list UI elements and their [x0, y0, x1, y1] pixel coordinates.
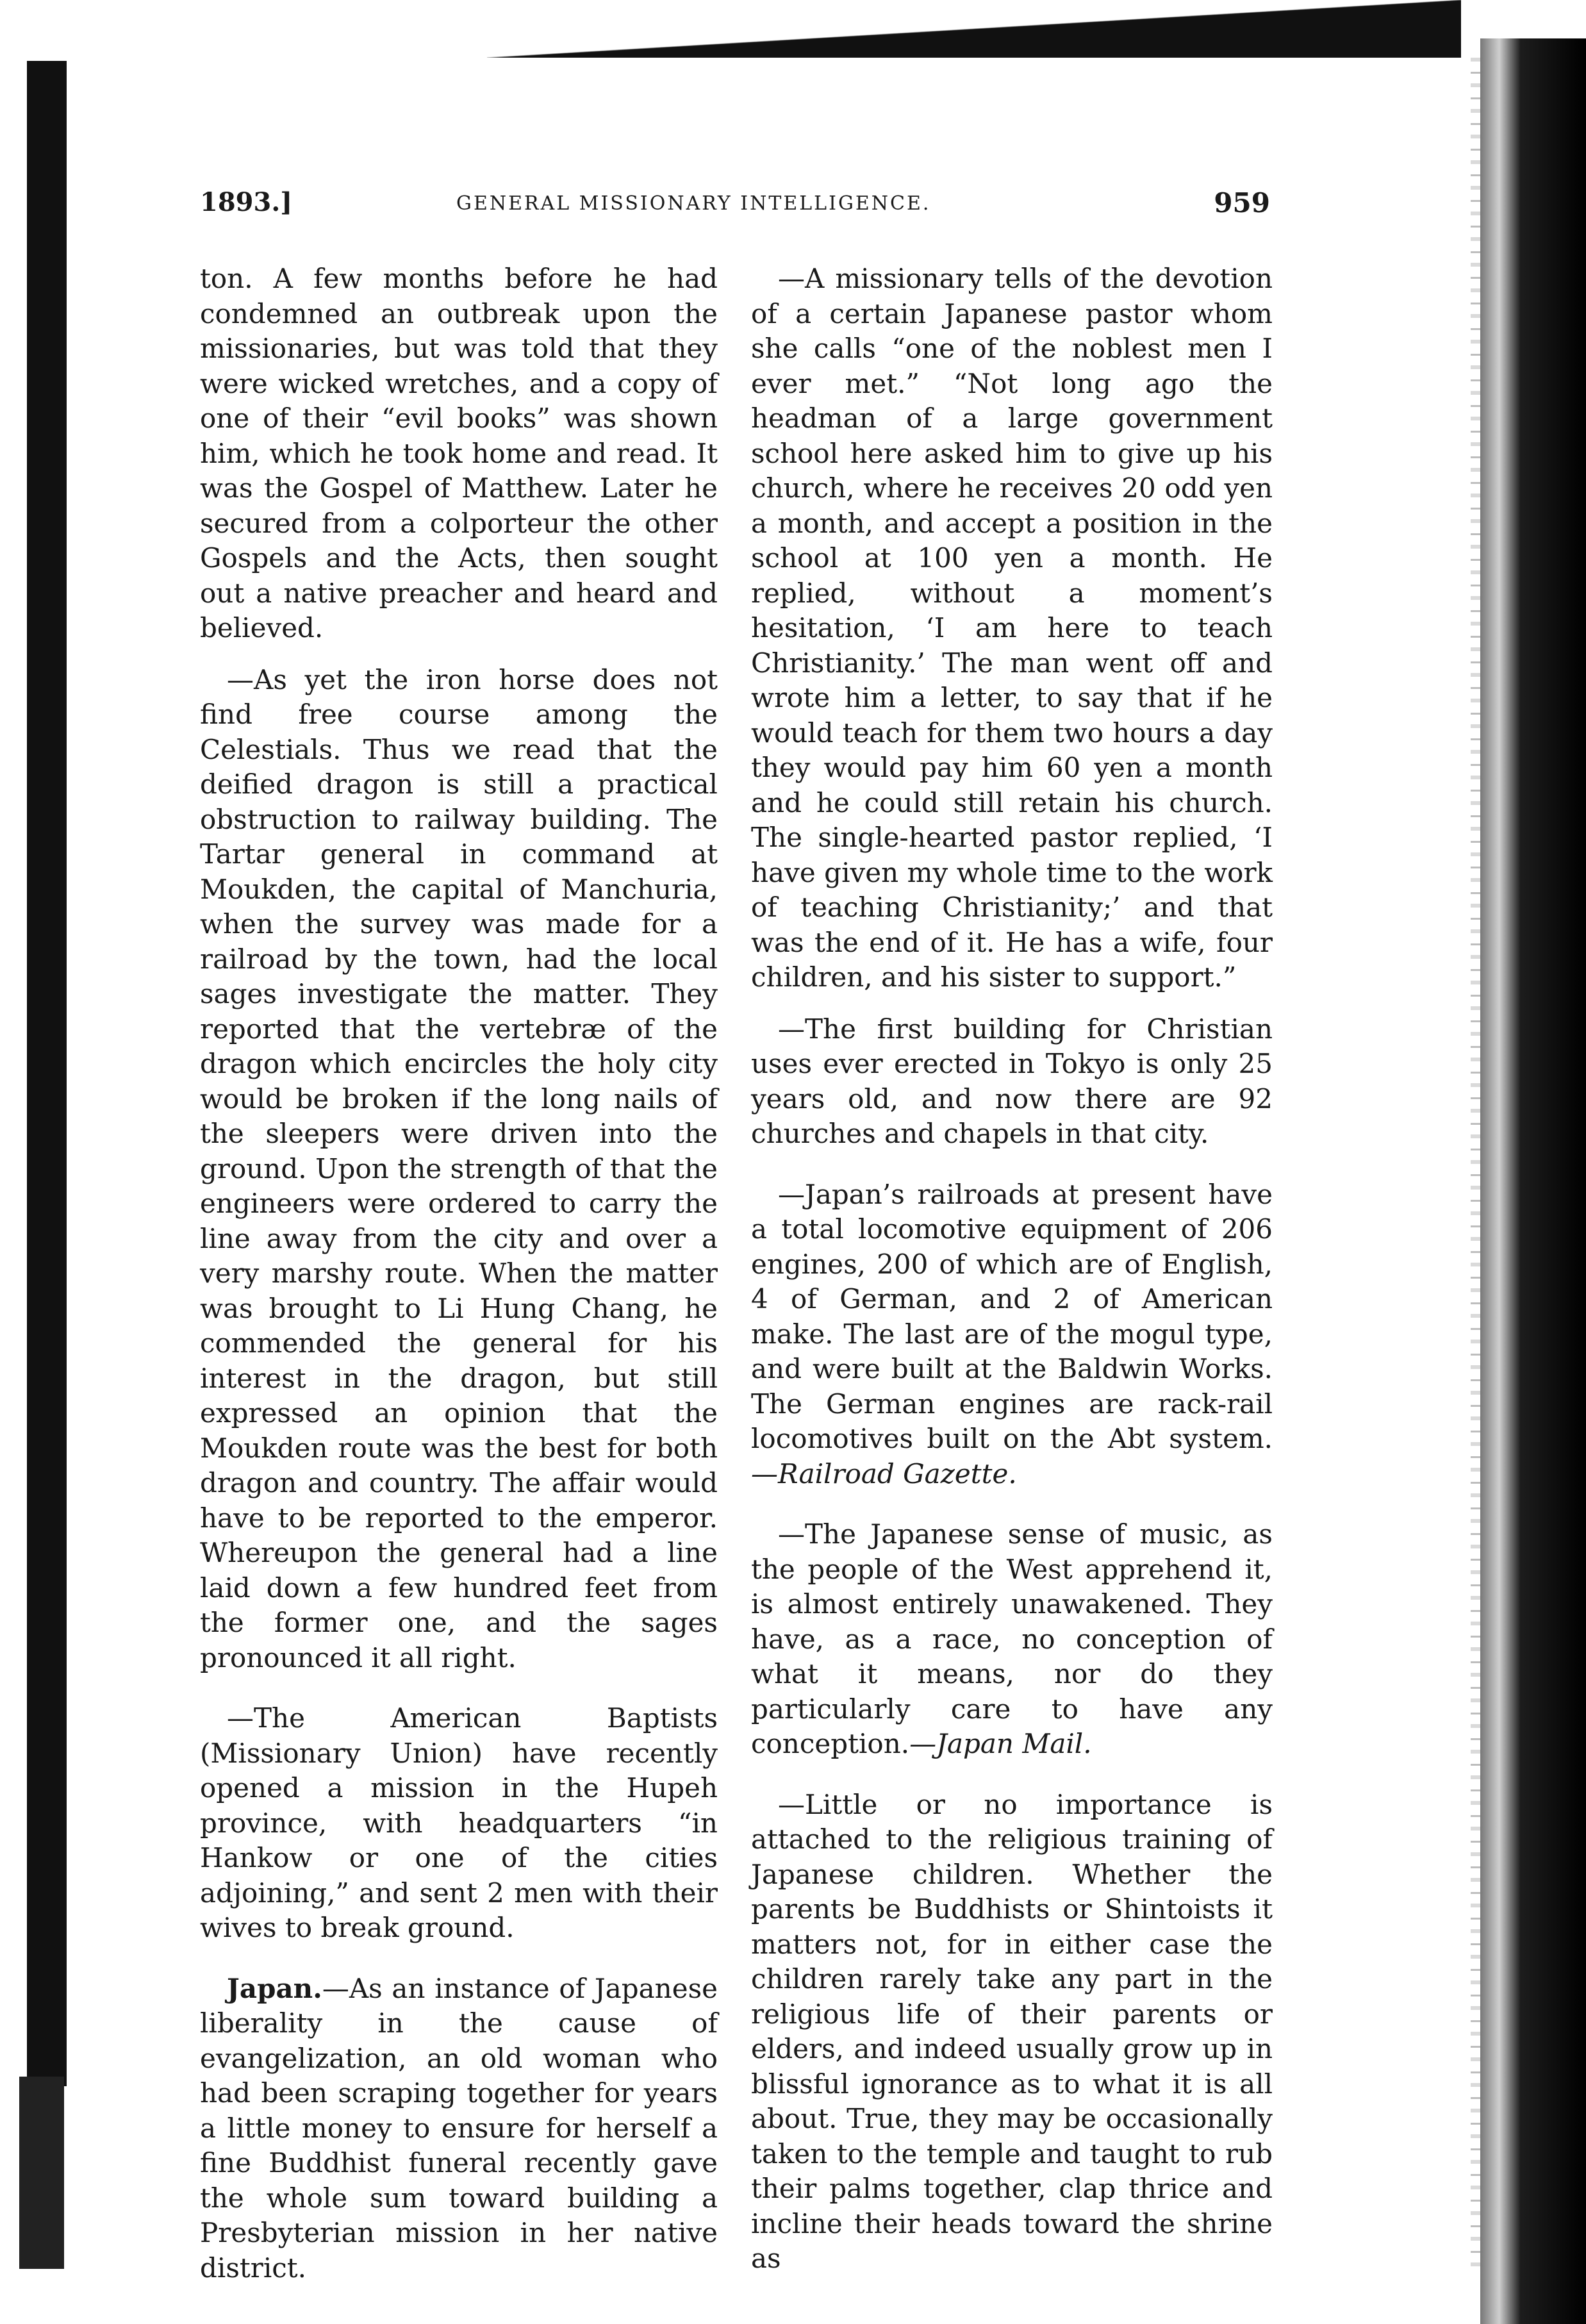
scan-right-edge: [1480, 38, 1586, 2324]
paragraph: ton. A few months before he had condemned an outbreak upon the missionaries, but was told that they were wicked wretches, and a copy of one of their “evil books” was shown him, which he took home and read. It was the Gospel of Matthew. Later he secured from a colporteur the other Gospels and the Acts, then sought out a native preacher and heard and believed.: [200, 263, 718, 643]
paragraph-text: —The Japanese sense of music, as the people of the West apprehend it, is almost entirely unawakened. They have, as a race, no conception of what it means, nor do they particularly care to have any conception.: [751, 1518, 1273, 1759]
paragraph: —A missionary tells of the devotion of a certain Japanese pastor whom she calls “one of the noblest men I ever met.” “Not long ago the headman of a large government school here asked him to give up his church, where he receives 20 odd yen a month, and accept a position in the school at 100 yen a month. He replied, without a moment’s hesitation, ‘I am here to teach Christianity.’ The man went off and wrote him a letter, to say that if he would teach for them two hours a day they would pay him 60 yen a month and he could still retain his church. The single-hearted pastor replied, ‘I have given my whole time to the work of teaching Christianity;’ and that was the end of it. He has a wife, four children, and his sister to support.”: [751, 263, 1273, 993]
left-column: [200, 261, 718, 2286]
scan-top-shadow: [487, 0, 1461, 58]
section-lead: Japan.: [227, 1972, 322, 2004]
right-column: [751, 261, 1273, 2277]
paragraph: [751, 1517, 1273, 1762]
header-title: GENERAL MISSIONARY INTELLIGENCE.: [456, 192, 931, 215]
running-header: [200, 187, 1270, 232]
header-year: 1893.]: [200, 187, 293, 217]
paragraph-text: —As an instance of Japanese liberality in the cause of evangelization, an old woman who had been scraping together for years a little money to ensure for herself a fine Buddhist funeral recently gave the whole sum toward building a Presbyterian mission in her native district.: [200, 1972, 718, 2284]
scan-left-edge: [27, 61, 67, 2086]
paragraph: —Little or no importance is attached to the religious training of Japanese children. Whether the parents be Buddhists or Shintoists it matters not, for in either case the children rarely take any part in the religious life of their parents or elders, and indeed usually grow up in blissful ignorance as to what it is all about. True, they may be occasionally taken to the temple and taught to rub their palms together, clap thrice and incline their heads toward the shrine as: [751, 1788, 1273, 2274]
paragraph: —The American Baptists (Missionary Union) have recently opened a mission in the Hupeh province, with headquarters “in Hankow or one of the cities adjoining,” and sent 2 men with their wives to break ground.: [200, 1702, 718, 1943]
paragraph: [751, 1177, 1273, 1492]
citation: —Railroad Gazette.: [751, 1457, 1017, 1490]
paragraph: —The first building for Christian uses ever erected in Tokyo is only 25 years old, and now there are 92 churches and chapels in that city.: [751, 1013, 1273, 1149]
paragraph: [200, 1971, 718, 2286]
paragraph: —As yet the iron horse does not find free course among the Celestials. Thus we read that the deified dragon is still a practical obstruction to railway building. The Tartar general in command at Moukden, the capital of Manchuria, when the survey was made for a railroad by the town, had the local sages investigate the matter. They reported that the vertebræ of the dragon which encircles the holy city would be broken if the long nails of the sleepers were driven into the ground. Upon the strength of that the engineers were ordered to carry the line away from the city and over a very marshy route. When the matter was brought to Li Hung Chang, he commended the general for his interest in the dragon, but still expressed an opinion that the Moukden route was the best for both dragon and country. The affair would have to be reported to the emperor. Whereupon the general had a line laid down a few hundred feet from the former one, and the sages pronounced it all right.: [200, 663, 718, 1673]
page-number: 959: [1214, 187, 1270, 219]
scan-left-edge-lower: [19, 2077, 64, 2269]
citation: —Japan Mail.: [909, 1728, 1092, 1759]
paragraph-text: —Japan’s railroads at present have a total locomotive equipment of 206 engines, 200 of which are of English, 4 of German, and 2 of American make. The last are of the mogul type, and were built at the Baldwin Works. The German engines are rack-rail locomotives built on the Abt system.: [751, 1178, 1273, 1454]
